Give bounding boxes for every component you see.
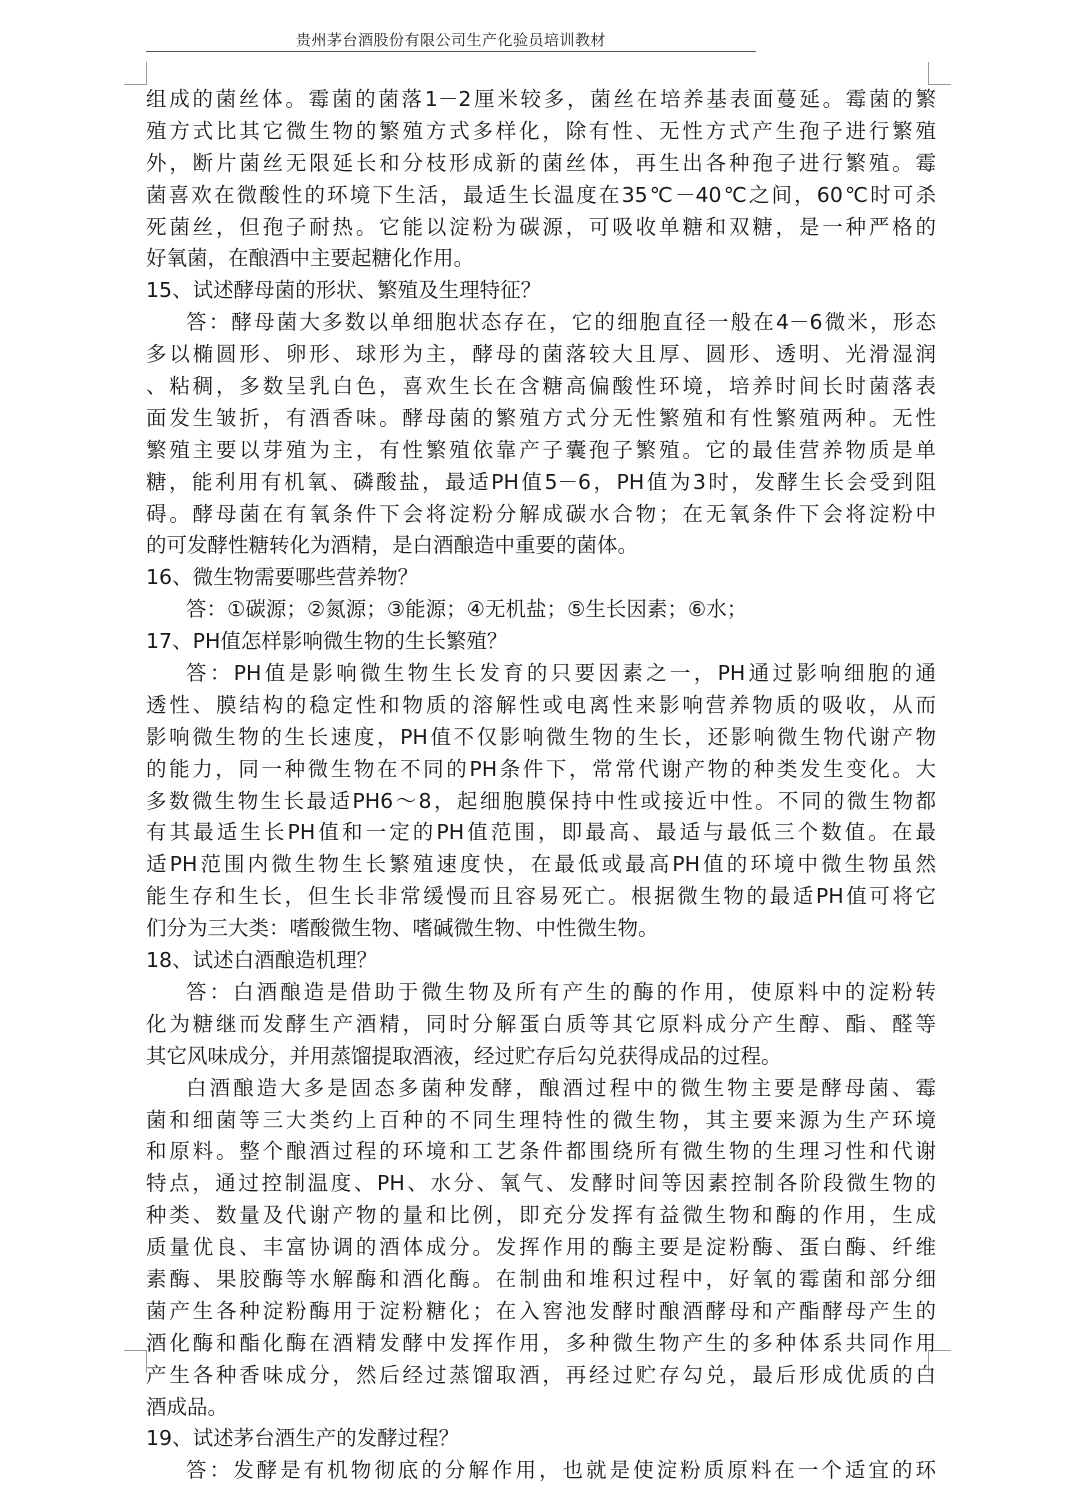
- text-line: 答：PH值是影响微生物生长发育的只要因素之一，PH通过影响细胞的通: [186, 661, 936, 686]
- text-line: 多数微生物生长最适PH6～8，起细胞膜保持中性或接近中性。不同的微生物都: [146, 788, 936, 813]
- text-line: 答：酵母菌大多数以单细胞状态存在，它的细胞直径一般在4－6微米，形态: [186, 310, 936, 335]
- text-line: 和原料。整个酿酒过程的环境和工艺条件都围绕所有微生物的生理习性和代谢: [146, 1139, 936, 1164]
- text-line: 酒成品。: [146, 1394, 228, 1419]
- text-line: 19、试述茅台酒生产的发酵过程？: [146, 1426, 460, 1451]
- text-line: 种类、数量及代谢产物的量和比例，即充分发挥有益微生物和酶的作用，生成: [146, 1203, 936, 1228]
- text-line: 有其最适生长PH值和一定的PH值范围，即最高、最适与最低三个数值。在最: [146, 820, 936, 845]
- text-line: 透性、膜结构的稳定性和物质的溶解性或电离性来影响营养物质的吸收，从而: [146, 692, 936, 717]
- text-line: 答：白酒酿造是借助于微生物及所有产生的酶的作用，使原料中的淀粉转: [186, 979, 936, 1004]
- text-line: 酒化酶和酯化酶在酒精发酵中发挥作用，多种微生物产生的多种体系共同作用: [146, 1330, 936, 1355]
- text-line: 适PH范围内微生物生长繁殖速度快，在最低或最高PH值的环境中微生物虽然: [146, 852, 936, 877]
- text-line: 答：①碳源；②氮源；③能源；④无机盐；⑤生长因素；⑥水；: [186, 597, 748, 622]
- text-line: 影响微生物的生长速度，PH值不仅影响微生物的生长，还影响微生物代谢产物: [146, 724, 936, 749]
- text-line: 菌喜欢在微酸性的环境下生活，最适生长温度在35℃－40℃之间，60℃时可杀: [146, 182, 936, 207]
- text-line: 外，断片菌丝无限延长和分枝形成新的菌丝体，再生出各种孢子进行繁殖。霉: [146, 150, 936, 175]
- text-line: 殖方式比其它微生物的繁殖方式多样化，除有性、无性方式产生孢子进行繁殖: [146, 118, 936, 143]
- text-line: 菌产生各种淀粉酶用于淀粉糖化；在入窖池发酵时酿酒酵母和产酯酵母产生的: [146, 1298, 936, 1323]
- text-line: 17、PH值怎样影响微生物的生长繁殖？: [146, 629, 508, 654]
- text-line: 们分为三大类：嗜酸微生物、嗜碱微生物、中性微生物。: [146, 916, 659, 941]
- crop-mark-top-right: [928, 62, 951, 85]
- text-line: 繁殖主要以芽殖为主，有性繁殖依靠产子囊孢子繁殖。它的最佳营养物质是单: [146, 437, 936, 462]
- text-line: 答：发酵是有机物彻底的分解作用，也就是使淀粉质原料在一个适宜的环: [186, 1458, 936, 1483]
- text-line: 多以椭圆形、卵形、球形为主，酵母的菌落较大且厚、圆形、透明、光滑湿润: [146, 342, 936, 367]
- text-line: 18、试述白酒酿造机理？: [146, 948, 378, 973]
- text-line: 的能力，同一种微生物在不同的PH条件下，常常代谢产物的种类发生变化。大: [146, 756, 936, 781]
- text-line: 16、微生物需要哪些营养物？: [146, 565, 419, 590]
- header-rule: [146, 51, 756, 52]
- text-line: 、粘稠，多数呈乳白色，喜欢生长在含糖高偏酸性环境，培养时间长时菌落表: [146, 374, 936, 399]
- page-header-title: 贵州茅台酒股份有限公司生产化验员培训教材: [295, 31, 606, 49]
- text-line: 化为糖继而发酵生产酒精，同时分解蛋白质等其它原料成分产生醇、酯、醛等: [146, 1011, 936, 1036]
- text-line: 能生存和生长，但生长非常缓慢而且容易死亡。根据微生物的最适PH值可将它: [146, 884, 936, 909]
- text-line: 质量优良、丰富协调的酒体成分。发挥作用的酶主要是淀粉酶、蛋白酶、纤维: [146, 1235, 936, 1260]
- text-line: 碍。酵母菌在有氧条件下会将淀粉分解成碳水合物；在无氧条件下会将淀粉中: [146, 501, 936, 526]
- text-line: 组成的菌丝体。霉菌的菌落1－2厘米较多，菌丝在培养基表面蔓延。霉菌的繁: [146, 87, 936, 111]
- text-line: 白酒酿造大多是固态多菌种发酵，酿酒过程中的微生物主要是酵母菌、霉: [186, 1075, 936, 1100]
- text-line: 其它风味成分，并用蒸馏提取酒液，经过贮存后勾兑获得成品的过程。: [146, 1043, 782, 1068]
- text-line: 好氧菌，在酿酒中主要起糖化作用。: [146, 246, 474, 271]
- crop-mark-bottom-left: [124, 1350, 147, 1373]
- text-line: 特点，通过控制温度、PH、水分、氧气、发酵时间等因素控制各阶段微生物的: [146, 1171, 936, 1196]
- text-line: 菌和细菌等三大类约上百种的不同生理特性的微生物，其主要来源为生产环境: [146, 1107, 936, 1132]
- text-line: 死菌丝，但孢子耐热。它能以淀粉为碳源，可吸收单糖和双糖，是一种严格的: [146, 214, 936, 239]
- document-body: [146, 84, 936, 1487]
- text-line: 产生各种香味成分，然后经过蒸馏取酒，再经过贮存勾兑，最后形成优质的白: [146, 1362, 936, 1387]
- text-line: 面发生皱折，有酒香味。酵母菌的繁殖方式分无性繁殖和有性繁殖两种。无性: [146, 405, 936, 430]
- text-line: 的可发酵性糖转化为酒精，是白酒酿造中重要的菌体。: [146, 533, 638, 558]
- crop-mark-top-left: [124, 62, 147, 85]
- text-line: 15、试述酵母菌的形状、繁殖及生理特征？: [146, 278, 542, 303]
- text-line: 糖，能利用有机氧、磷酸盐，最适PH值5－6，PH值为3时，发酵生长会受到阻: [146, 469, 936, 494]
- text-line: 素酶、果胶酶等水解酶和酒化酶。在制曲和堆积过程中，好氧的霉菌和部分细: [146, 1266, 936, 1291]
